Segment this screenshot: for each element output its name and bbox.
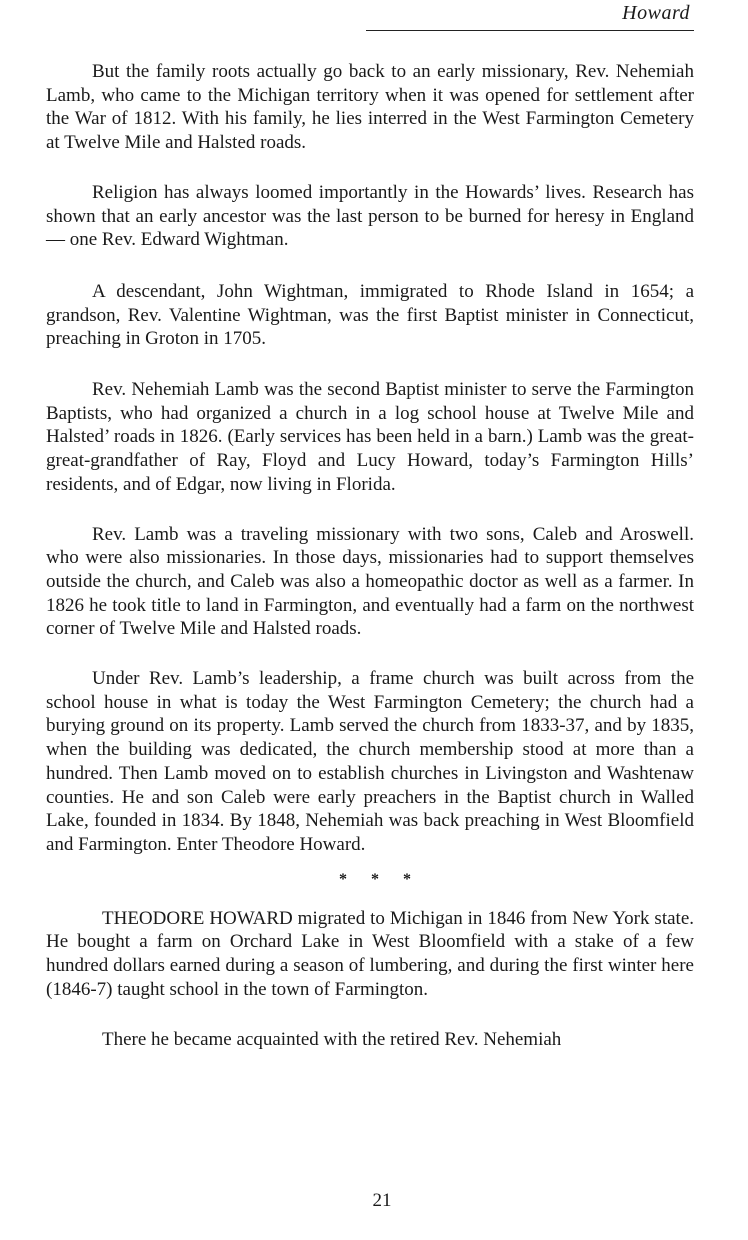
paragraph-theodore-howard: THEODORE HOWARD migrated to Michigan in 1846 from New York state. He bought a farm on Orchard Lake in West Bloomfield with a stake of a few hundred dollars earned during a season of lumbering, and during the first winter here (1846-7) taught school in the town of Farmington. (46, 907, 694, 1000)
page-number: 21 (372, 1190, 392, 1211)
paragraph-acquainted: There he became acquainted with the retired Rev. Nehemiah (102, 1028, 562, 1050)
paragraph-traveling-missionary: Rev. Lamb was a traveling missionary with two sons, Caleb and Aroswell. who were also missionaries. In those days, missionaries had to support themselves outside the church, and Caleb was also a homeopathic doctor as well as a farmer. In 1826 he took title to land in Farmington, and eventually had a farm on the northwest corner of Twelve Mile and Halsted roads. (46, 523, 694, 640)
paragraph-frame-church: Under Rev. Lamb’s leadership, a frame church was built across from the school house in what is today the West Farmington Cemetery; the church had a burying ground on its property. Lamb served the church from 1833-37, and by 1835, when the building was dedicated, the church membership stood at more than a hundred. Then Lamb moved on to establish churches in Livingston and Washtenaw counties. He and son Caleb were early preachers in the Baptist church in Walled Lake, founded in 1834. By 1848, Nehemiah was back preaching in West Bloomfield and Farmington. Enter Theodore Howard. (46, 668, 694, 855)
running-head: Howard (622, 2, 690, 24)
paragraph-family-roots: But the family roots actually go back to an early missionary, Rev. Nehemiah Lamb, who came to the Michigan territory when it was opened for settlement after the War of 1812. With his family, he lies interred in the West Farmington Cemetery at Twelve Mile and Halsted roads. (46, 61, 694, 154)
body-text (46, 60, 694, 1075)
paragraph-descendant: A descendant, John Wightman, immigrated to Rhode Island in 1654; a grandson, Rev. Valentine Wightman, was the first Baptist minister in Connecticut, preaching in Groton in 1705. (46, 280, 694, 350)
paragraph-religion: Religion has always loomed importantly in the Howards’ lives. Research has shown that an early ancestor was the last person to be burned for heresy in England — one Rev. Edward Wightman. (46, 181, 694, 251)
section-break: * * * (339, 870, 421, 888)
header-rule (366, 30, 694, 31)
paragraph-second-minister: Rev. Nehemiah Lamb was the second Baptist minister to serve the Farmington Baptists, who had organized a church in a log school house at Twelve Mile and Halsted’ roads in 1826. (Early services has been held in a barn.) Lamb was the great-great-grandfather of Ray, Floyd and Lucy Howard, today’s Farmington Hills’ residents, and of Edgar, now living in Florida. (46, 379, 694, 495)
